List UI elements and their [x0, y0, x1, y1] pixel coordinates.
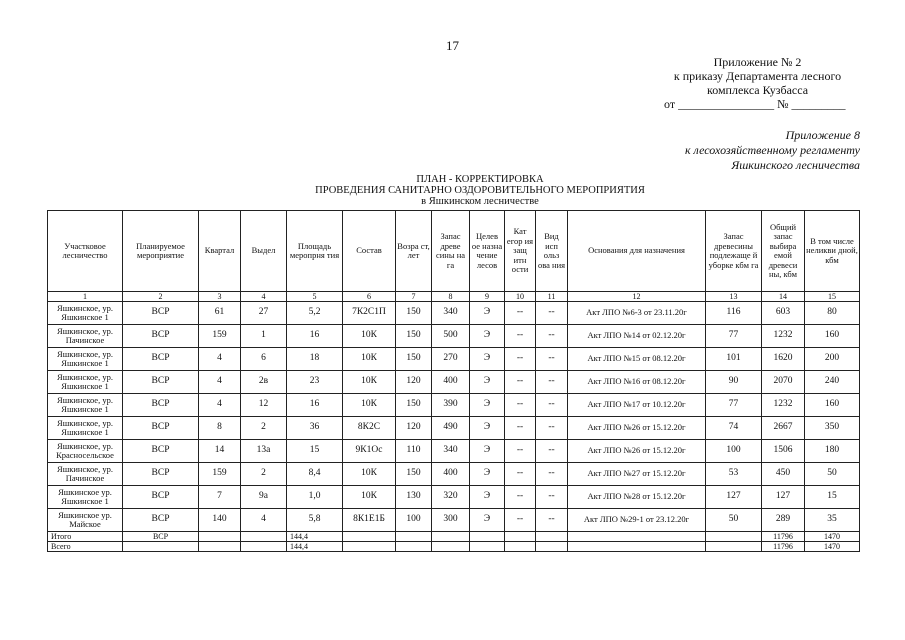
header-cell: Запас древесины подлежаще й уборке кбм га	[706, 211, 762, 292]
cell-plot: 2в	[241, 371, 287, 394]
cell-protection-category: --	[505, 417, 536, 440]
cell-usage-type: --	[536, 486, 568, 509]
cell-protection-category: --	[505, 325, 536, 348]
cell-basis: Акт ЛПО №16 от 08.12.20г	[568, 371, 706, 394]
cell-composition: 10К	[343, 348, 396, 371]
table-row	[48, 302, 860, 325]
cell-usage-type: --	[536, 509, 568, 532]
cell-protection-category: --	[505, 463, 536, 486]
cell-age: 120	[396, 371, 432, 394]
cell-plot: 2	[241, 417, 287, 440]
total-area: 144,4	[287, 532, 343, 542]
appendix-from-line: от ________________ № _________	[664, 97, 846, 111]
cell-measure: ВСР	[123, 463, 199, 486]
header-cell: Общий запас выбира емой древеси ны, кбм	[762, 211, 805, 292]
cell-composition: 10К	[343, 325, 396, 348]
cell-plot: 1	[241, 325, 287, 348]
header-cell: Планируемое мероприятие	[123, 211, 199, 292]
table-row	[48, 371, 860, 394]
cell-quarter: 159	[199, 325, 241, 348]
column-number: 8	[432, 292, 470, 302]
cell-basis: Акт ЛПО №26 от 15.12.20г	[568, 440, 706, 463]
cell-harvest-stock: 127	[706, 486, 762, 509]
table-row	[48, 440, 860, 463]
plan-title-line2: ПРОВЕДЕНИЯ САНИТАРНО ОЗДОРОВИТЕЛЬНОГО МЕРОПРИЯТИЯ	[315, 185, 645, 196]
cell-age: 150	[396, 394, 432, 417]
cell-illiquid-stock: 80	[805, 302, 860, 325]
header-cell: Участковое лесничество	[48, 211, 123, 292]
cell-basis: Акт ЛПО №17 от 10.12.20г	[568, 394, 706, 417]
cell-stock-per-ha: 320	[432, 486, 470, 509]
cell-total-stock: 1506	[762, 440, 805, 463]
appendix-org: комплекса Кузбасса	[706, 83, 809, 97]
cell-age: 100	[396, 509, 432, 532]
cell-harvest-stock: 74	[706, 417, 762, 440]
cell-basis: Акт ЛПО №26 от 15.12.20г	[568, 417, 706, 440]
cell-stock-per-ha: 300	[432, 509, 470, 532]
column-number-row	[48, 292, 860, 302]
cell-illiquid-stock: 15	[805, 486, 860, 509]
cell-forestry: Яшкинское, ур. Красносельское	[48, 440, 123, 463]
cell-composition: 8К2С	[343, 417, 396, 440]
cell-measure: ВСР	[123, 509, 199, 532]
cell-usage-type: --	[536, 394, 568, 417]
cell-age: 120	[396, 417, 432, 440]
appendix-block	[640, 55, 875, 111]
cell-purpose: Э	[470, 325, 505, 348]
cell-quarter: 4	[199, 394, 241, 417]
page-number: 17	[446, 38, 459, 53]
cell-stock-per-ha: 340	[432, 302, 470, 325]
plan-title	[270, 174, 690, 207]
cell-measure: ВСР	[123, 302, 199, 325]
cell-plot: 6	[241, 348, 287, 371]
cell-protection-category: --	[505, 394, 536, 417]
cell-forestry: Яшкинское, ур. Пачинское	[48, 325, 123, 348]
cell-illiquid-stock: 180	[805, 440, 860, 463]
cell-basis: Акт ЛПО №28 от 15.12.20г	[568, 486, 706, 509]
cell-forestry: Яшкинское, ур. Яшкинское 1	[48, 371, 123, 394]
cell-age: 150	[396, 348, 432, 371]
cell-usage-type: --	[536, 440, 568, 463]
column-number: 15	[805, 292, 860, 302]
cell-plot: 27	[241, 302, 287, 325]
header-row	[48, 211, 860, 292]
cell-forestry: Яшкинское, ур. Пачинское	[48, 463, 123, 486]
table-row	[48, 325, 860, 348]
cell-forestry: Яшкинское, ур. Яшкинское 1	[48, 394, 123, 417]
cell-plot: 4	[241, 509, 287, 532]
reglament-block	[540, 128, 860, 173]
cell-total-stock: 2667	[762, 417, 805, 440]
cell-quarter: 8	[199, 417, 241, 440]
cell-basis: Акт ЛПО №29-1 от 23.12.20г	[568, 509, 706, 532]
cell-harvest-stock: 53	[706, 463, 762, 486]
cell-usage-type: --	[536, 348, 568, 371]
header-cell: Целев ое назна чение лесов	[470, 211, 505, 292]
column-number: 3	[199, 292, 241, 302]
cell-forestry: Яшкинское ур. Майское	[48, 509, 123, 532]
cell-area: 15	[287, 440, 343, 463]
grand-total-illiquid: 1470	[805, 542, 860, 552]
appendix-title: Приложение № 2	[713, 55, 802, 69]
cell-forestry: Яшкинское, ур. Яшкинское 1	[48, 417, 123, 440]
cell-composition: 10К	[343, 463, 396, 486]
cell-protection-category: --	[505, 486, 536, 509]
header-cell: Кат егор ия защ итн ости	[505, 211, 536, 292]
cell-purpose: Э	[470, 348, 505, 371]
cell-measure: ВСР	[123, 394, 199, 417]
cell-area: 1,0	[287, 486, 343, 509]
cell-quarter: 140	[199, 509, 241, 532]
cell-measure: ВСР	[123, 348, 199, 371]
cell-area: 16	[287, 325, 343, 348]
cell-stock-per-ha: 340	[432, 440, 470, 463]
header-cell: Выдел	[241, 211, 287, 292]
cell-plot: 12	[241, 394, 287, 417]
cell-illiquid-stock: 350	[805, 417, 860, 440]
column-number: 9	[470, 292, 505, 302]
cell-total-stock: 603	[762, 302, 805, 325]
cell-total-stock: 289	[762, 509, 805, 532]
column-number: 6	[343, 292, 396, 302]
cell-area: 16	[287, 394, 343, 417]
header-cell: Состав	[343, 211, 396, 292]
cell-basis: Акт ЛПО №6-3 от 23.11.20г	[568, 302, 706, 325]
cell-illiquid-stock: 50	[805, 463, 860, 486]
cell-harvest-stock: 116	[706, 302, 762, 325]
total-measure: ВСР	[123, 532, 199, 542]
cell-composition: 10К	[343, 394, 396, 417]
cell-composition: 9К1Ос	[343, 440, 396, 463]
cell-basis: Акт ЛПО №14 от 02.12.20г	[568, 325, 706, 348]
cell-quarter: 61	[199, 302, 241, 325]
cell-protection-category: --	[505, 509, 536, 532]
cell-stock-per-ha: 490	[432, 417, 470, 440]
column-number: 12	[568, 292, 706, 302]
header-cell: В том числе неликви дной, кбм	[805, 211, 860, 292]
grand-total-stock: 11796	[762, 542, 805, 552]
cell-usage-type: --	[536, 371, 568, 394]
cell-age: 150	[396, 325, 432, 348]
cell-area: 5,2	[287, 302, 343, 325]
table-row	[48, 394, 860, 417]
cell-total-stock: 1620	[762, 348, 805, 371]
cell-forestry: Яшкинское, ур. Яшкинское 1	[48, 302, 123, 325]
column-number: 10	[505, 292, 536, 302]
plan-table-body	[48, 302, 860, 552]
cell-usage-type: --	[536, 302, 568, 325]
cell-illiquid-stock: 160	[805, 394, 860, 417]
table-row	[48, 348, 860, 371]
cell-quarter: 4	[199, 371, 241, 394]
cell-usage-type: --	[536, 463, 568, 486]
cell-protection-category: --	[505, 371, 536, 394]
cell-area: 8,4	[287, 463, 343, 486]
cell-illiquid-stock: 160	[805, 325, 860, 348]
column-number: 2	[123, 292, 199, 302]
reglament-line1: к лесохозяйственному регламенту	[684, 143, 860, 157]
cell-basis: Акт ЛПО №15 от 08.12.20г	[568, 348, 706, 371]
column-number: 11	[536, 292, 568, 302]
cell-stock-per-ha: 400	[432, 371, 470, 394]
cell-basis: Акт ЛПО №27 от 15.12.20г	[568, 463, 706, 486]
cell-age: 150	[396, 463, 432, 486]
cell-quarter: 14	[199, 440, 241, 463]
cell-composition: 10К	[343, 486, 396, 509]
cell-protection-category: --	[505, 348, 536, 371]
cell-forestry: Яшкинское ур. Яшкинское 1	[48, 486, 123, 509]
cell-composition: 7К2С1П	[343, 302, 396, 325]
plan-table	[47, 210, 860, 552]
column-number: 13	[706, 292, 762, 302]
grand-total-row	[48, 542, 860, 552]
cell-purpose: Э	[470, 463, 505, 486]
cell-stock-per-ha: 270	[432, 348, 470, 371]
column-number: 14	[762, 292, 805, 302]
cell-measure: ВСР	[123, 440, 199, 463]
header-cell: Возра ст, лет	[396, 211, 432, 292]
plan-title-line3: в Яшкинском лесничестве	[421, 196, 539, 207]
cell-usage-type: --	[536, 325, 568, 348]
column-number: 4	[241, 292, 287, 302]
cell-composition: 8К1Е1Б	[343, 509, 396, 532]
plan-title-line1: ПЛАН - КОРРЕКТИРОВКА	[416, 174, 544, 185]
table-row	[48, 509, 860, 532]
cell-harvest-stock: 101	[706, 348, 762, 371]
cell-harvest-stock: 77	[706, 325, 762, 348]
header-cell: Вид исп ольз ова ния	[536, 211, 568, 292]
cell-protection-category: --	[505, 440, 536, 463]
cell-area: 18	[287, 348, 343, 371]
cell-stock-per-ha: 500	[432, 325, 470, 348]
cell-purpose: Э	[470, 302, 505, 325]
cell-age: 150	[396, 302, 432, 325]
header-cell: Квартал	[199, 211, 241, 292]
cell-protection-category: --	[505, 302, 536, 325]
cell-age: 110	[396, 440, 432, 463]
cell-total-stock: 450	[762, 463, 805, 486]
total-stock: 11796	[762, 532, 805, 542]
cell-age: 130	[396, 486, 432, 509]
cell-plot: 2	[241, 463, 287, 486]
cell-purpose: Э	[470, 417, 505, 440]
reglament-line2: Яшкинского лесничества	[731, 158, 860, 172]
cell-illiquid-stock: 240	[805, 371, 860, 394]
header-cell: Площадь меропрня тия	[287, 211, 343, 292]
total-row	[48, 532, 860, 542]
cell-harvest-stock: 90	[706, 371, 762, 394]
cell-area: 36	[287, 417, 343, 440]
cell-quarter: 159	[199, 463, 241, 486]
cell-purpose: Э	[470, 509, 505, 532]
table-row	[48, 463, 860, 486]
header-cell: Основания для назначения	[568, 211, 706, 292]
appendix-order: к приказу Департамента лесного	[673, 69, 842, 83]
cell-composition: 10К	[343, 371, 396, 394]
cell-area: 5,8	[287, 509, 343, 532]
cell-forestry: Яшкинское, ур. Яшкинское 1	[48, 348, 123, 371]
cell-measure: ВСР	[123, 486, 199, 509]
cell-harvest-stock: 50	[706, 509, 762, 532]
cell-measure: ВСР	[123, 325, 199, 348]
cell-purpose: Э	[470, 486, 505, 509]
cell-illiquid-stock: 35	[805, 509, 860, 532]
cell-measure: ВСР	[123, 371, 199, 394]
cell-area: 23	[287, 371, 343, 394]
cell-total-stock: 1232	[762, 325, 805, 348]
cell-stock-per-ha: 400	[432, 463, 470, 486]
cell-usage-type: --	[536, 417, 568, 440]
cell-total-stock: 1232	[762, 394, 805, 417]
cell-stock-per-ha: 390	[432, 394, 470, 417]
cell-quarter: 7	[199, 486, 241, 509]
table-row	[48, 417, 860, 440]
grand-total-area: 144,4	[287, 542, 343, 552]
table-row	[48, 486, 860, 509]
column-number: 7	[396, 292, 432, 302]
cell-quarter: 4	[199, 348, 241, 371]
cell-purpose: Э	[470, 371, 505, 394]
column-number: 5	[287, 292, 343, 302]
cell-harvest-stock: 77	[706, 394, 762, 417]
total-label: Итого	[48, 532, 123, 542]
cell-measure: ВСР	[123, 417, 199, 440]
cell-plot: 9а	[241, 486, 287, 509]
grand-total-label: Всего	[48, 542, 123, 552]
cell-illiquid-stock: 200	[805, 348, 860, 371]
cell-plot: 13а	[241, 440, 287, 463]
column-number: 1	[48, 292, 123, 302]
cell-total-stock: 127	[762, 486, 805, 509]
cell-purpose: Э	[470, 394, 505, 417]
cell-total-stock: 2070	[762, 371, 805, 394]
reglament-title: Приложение 8	[785, 128, 860, 142]
cell-harvest-stock: 100	[706, 440, 762, 463]
total-illiquid: 1470	[805, 532, 860, 542]
header-cell: Запас древе сины на га	[432, 211, 470, 292]
cell-purpose: Э	[470, 440, 505, 463]
